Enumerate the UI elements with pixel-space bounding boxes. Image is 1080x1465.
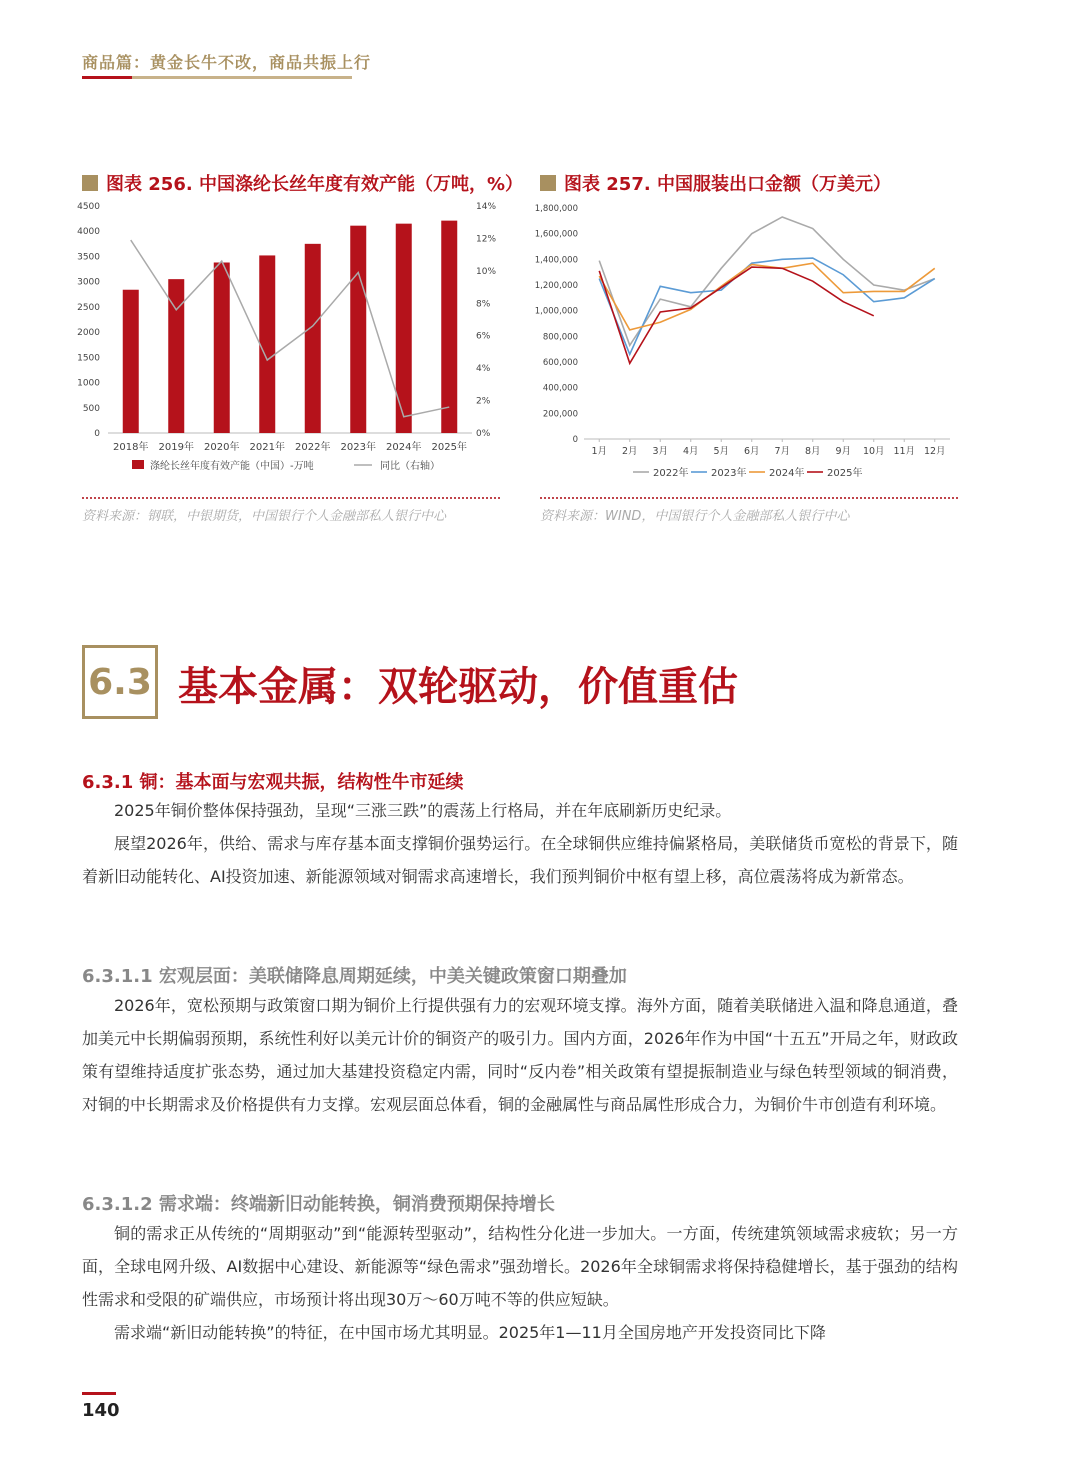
y-right-tick-label: 6% (476, 331, 491, 342)
bar (123, 290, 139, 433)
title-marker-icon (540, 175, 556, 191)
y-right-tick-label: 8% (476, 299, 491, 310)
y-tick-label: 400,000 (542, 383, 578, 394)
paragraph: 2026年，宽松预期与政策窗口期为铜价上行提供强有力的宏观环境支撑。海外方面，随着美联储进入温和降息通道，叠加美元中长期偏弱预期，系统性利好以美元计价的铜资产的吸引力。国内方面，2026年作为中国“十五五”开局之年，财政政策有望维持适度扩张态势，通过加大基建投资稳定内需，同时“反内卷”相关政策有望提振制造业与绿色转型领域的铜消费，对铜的中长期需求及价格提供有力支撑。宏观层面总体看，铜的金融属性与商品属性形成合力，为铜价牛市创造有利环境。 (82, 996, 958, 1114)
x-tick-label: 2023年 (340, 442, 376, 453)
y-left-tick-label: 0 (94, 429, 100, 439)
y-left-tick-label: 3500 (77, 252, 100, 263)
x-tick-label: 11月 (893, 446, 916, 457)
y-left-tick-label: 500 (82, 403, 100, 414)
y-tick-label: 1,400,000 (534, 255, 578, 266)
subsubsection-heading: 6.3.1.2 需求端：终端新旧动能转换，铜消费预期保持增长 (82, 1194, 555, 1215)
page-number-rule (82, 1392, 116, 1395)
bar (305, 244, 321, 433)
subsubsection-heading: 6.3.1.1 宏观层面：美联储降息周期延续，中美关键政策窗口期叠加 (82, 966, 627, 987)
y-right-tick-label: 0% (476, 429, 491, 439)
x-tick-label: 2024年 (386, 442, 422, 453)
figure-256-title-text: 图表 256. 中国涤纶长丝年度有效产能（万吨，%） (106, 174, 523, 195)
page-number: 140 (82, 1400, 120, 1421)
legend-label: 2025年 (827, 468, 863, 479)
bar (441, 221, 457, 433)
legend-label-yoy: 同比（右轴） (380, 461, 440, 472)
y-tick-label: 1,200,000 (534, 281, 578, 291)
paragraph: 展望2026年，供给、需求与库存基本面支撑铜价强势运行。在全球铜供应维持偏紧格局，美联储货币宽松的背景下，随着新旧动能转化、AI投资加速、新能源领域对铜需求高速增长，我们预判铜价中枢有望上移，高位震荡将成为新常态。 (82, 834, 958, 886)
title-marker-icon (82, 175, 98, 191)
x-tick-label: 9月 (835, 446, 852, 457)
y-right-tick-label: 10% (476, 266, 497, 277)
x-tick-label: 3月 (652, 446, 669, 457)
paragraph: 2025年铜价整体保持强劲，呈现“三涨三跌”的震荡上行格局，并在年底刷新历史纪录。 (114, 801, 732, 820)
x-tick-label: 2021年 (249, 442, 285, 453)
x-tick-label: 2025年 (431, 442, 467, 453)
y-tick-label: 1,800,000 (534, 204, 578, 214)
y-right-tick-label: 14% (476, 202, 497, 212)
legend-label: 2023年 (711, 468, 747, 479)
figure-257-source: 资料来源：WIND，中国银行个人金融部私人银行中心 (540, 509, 850, 524)
y-right-tick-label: 12% (476, 234, 497, 245)
bar (350, 226, 366, 433)
y-tick-label: 0 (572, 435, 578, 445)
legend-swatch-capacity (132, 460, 144, 469)
x-tick-label: 10月 (862, 446, 885, 457)
x-tick-label: 2月 (621, 446, 638, 457)
figure-256-divider (82, 497, 500, 499)
header-rule-accent (82, 76, 132, 79)
series-line (599, 263, 935, 330)
figure-257-title-text: 图表 257. 中国服装出口金额（万美元） (564, 174, 891, 195)
y-left-tick-label: 4500 (77, 202, 100, 212)
series-line (599, 258, 935, 354)
bar (214, 262, 230, 433)
y-tick-label: 600,000 (542, 358, 578, 368)
x-tick-label: 12月 (923, 446, 946, 457)
y-right-tick-label: 2% (476, 396, 491, 407)
y-left-tick-label: 2000 (77, 328, 100, 339)
y-left-tick-label: 1000 (77, 378, 100, 389)
series-line (599, 217, 935, 345)
legend-label: 2024年 (769, 468, 805, 479)
x-tick-label: 2018年 (113, 442, 149, 453)
y-left-tick-label: 2500 (77, 302, 100, 313)
figure-256-chart (77, 196, 502, 488)
paragraph: 需求端“新旧动能转换”的特征，在中国市场尤其明显。2025年1—11月全国房地产开发投资同比下降 (114, 1323, 826, 1342)
section-title: 基本金属：双轮驱动，价值重估 (178, 664, 738, 710)
x-tick-label: 7月 (774, 446, 791, 457)
y-left-tick-label: 3000 (77, 277, 100, 288)
y-right-tick-label: 4% (476, 364, 491, 375)
figure-257-chart (534, 196, 958, 488)
bar (396, 224, 412, 433)
x-tick-label: 5月 (713, 446, 730, 457)
x-tick-label: 4月 (682, 446, 699, 457)
figure-256-source: 资料来源：钢联，中银期货，中国银行个人金融部私人银行中心 (82, 509, 447, 524)
y-tick-label: 1,000,000 (534, 306, 578, 317)
x-tick-label: 2020年 (204, 442, 240, 453)
x-tick-label: 8月 (804, 446, 821, 457)
x-tick-label: 6月 (743, 446, 760, 457)
y-tick-label: 1,600,000 (534, 229, 578, 240)
subsubsection-body (82, 1217, 958, 1349)
legend-label: 2022年 (653, 468, 689, 479)
y-left-tick-label: 4000 (77, 227, 100, 238)
x-tick-label: 2022年 (295, 442, 331, 453)
subsection-body (82, 794, 958, 893)
y-left-tick-label: 1500 (77, 353, 100, 364)
running-header: 商品篇：黄金长牛不改，商品共振上行 (82, 53, 372, 72)
legend-label-capacity: 涤纶长丝年度有效产能（中国）-万吨 (150, 461, 314, 472)
paragraph: 铜的需求正从传统的“周期驱动”到“能源转型驱动”，结构性分化进一步加大。一方面，传统建筑领域需求疲软；另一方面，全球电网升级、AI数据中心建设、新能源等“绿色需求”强劲增长。2026年全球铜需求将保持稳健增长，基于强劲的结构性需求和受限的矿端供应，市场预计将出现30万～60万吨不等的供应短缺。 (82, 1224, 958, 1309)
figure-257-divider (540, 497, 958, 499)
x-tick-label: 2019年 (158, 442, 194, 453)
section-number-box: 6.3 (82, 645, 158, 719)
y-tick-label: 800,000 (542, 332, 578, 343)
figure-257-title (540, 170, 891, 196)
y-tick-label: 200,000 (542, 409, 578, 420)
figure-256-title (82, 170, 523, 196)
x-tick-label: 1月 (591, 446, 608, 457)
bar (259, 255, 275, 433)
subsubsection-body (82, 989, 958, 1121)
subsection-heading: 6.3.1 铜：基本面与宏观共振，结构性牛市延续 (82, 772, 464, 793)
